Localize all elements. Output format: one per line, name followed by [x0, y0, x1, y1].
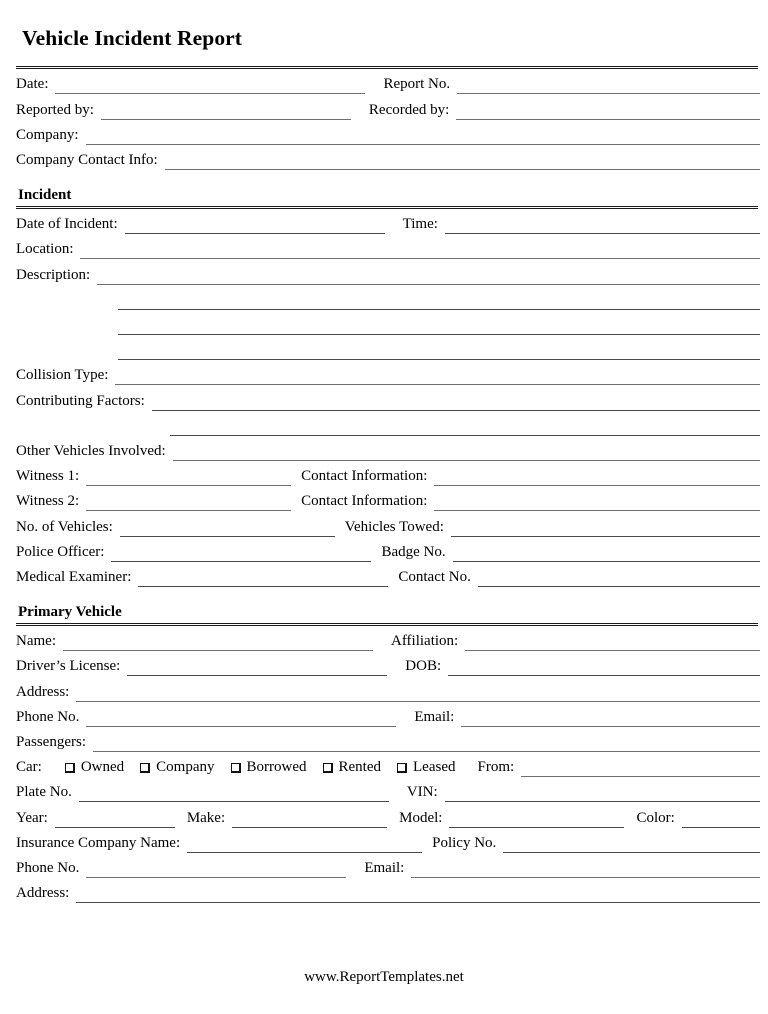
input-witness-1[interactable] [86, 469, 291, 486]
label-other-vehicles-involved: Other Vehicles Involved: [16, 442, 166, 459]
label-time: Time: [402, 216, 438, 233]
row-year-make-model-color [16, 804, 760, 829]
label-police-officer: Police Officer: [16, 543, 105, 560]
row-address [16, 678, 760, 703]
label-medical-examiner: Medical Examiner: [16, 568, 132, 585]
input-insurance-address[interactable] [76, 886, 760, 903]
input-description-line-3[interactable] [118, 318, 760, 335]
page-title: Vehicle Incident Report [22, 26, 243, 50]
input-police-officer[interactable] [111, 545, 371, 562]
label-date-of-incident: Date of Incident: [16, 216, 118, 233]
input-policy-no[interactable] [503, 836, 760, 853]
header-divider [16, 66, 758, 69]
input-email[interactable] [461, 710, 760, 727]
label-name: Name: [16, 633, 56, 650]
input-report-no[interactable] [457, 77, 760, 94]
primary-vehicle-divider [16, 623, 758, 626]
input-medical-examiner[interactable] [138, 570, 388, 587]
input-witness-2[interactable] [86, 494, 291, 511]
input-contact-information-1[interactable] [434, 469, 760, 486]
checkbox-option-owned[interactable] [65, 759, 124, 779]
checkbox-option-rented[interactable] [323, 759, 382, 779]
input-make[interactable] [232, 811, 387, 828]
input-model[interactable] [449, 811, 624, 828]
row-medical-examiner [16, 564, 760, 589]
section-heading-incident: Incident [18, 186, 72, 203]
row-police-officer [16, 539, 760, 564]
label-plate-no: Plate No. [16, 784, 72, 801]
row-phone-email [16, 704, 760, 729]
incident-fields-group [16, 211, 760, 589]
label-location: Location: [16, 241, 74, 258]
input-contributing-factors-line-1[interactable] [152, 394, 760, 411]
checkbox-option-borrowed[interactable] [231, 759, 307, 779]
input-reported-by[interactable] [101, 103, 351, 120]
input-no-of-vehicles[interactable] [120, 520, 335, 537]
label-model: Model: [399, 809, 443, 826]
row-contributing-factors-line-2 [16, 413, 760, 438]
row-reportedby-recordedby [16, 96, 760, 121]
input-location[interactable] [80, 242, 760, 259]
label-no-of-vehicles: No. of Vehicles: [16, 518, 113, 535]
row-insurance-address [16, 880, 760, 905]
primary-vehicle-fields-group [16, 628, 760, 905]
label-policy-no: Policy No. [432, 834, 497, 851]
label-contact-no: Contact No. [398, 568, 471, 585]
input-description-line-4[interactable] [118, 343, 760, 360]
input-vin[interactable] [445, 785, 760, 802]
label-date: Date: [16, 76, 49, 93]
row-description [16, 261, 760, 286]
row-contributing-factors [16, 387, 760, 412]
label-description: Description: [16, 266, 91, 283]
input-insurance-company-name[interactable] [187, 836, 422, 853]
row-description-line-2 [16, 287, 760, 312]
incident-divider [16, 206, 758, 209]
row-passengers [16, 729, 760, 754]
input-contributing-factors-line-2[interactable] [170, 419, 760, 436]
input-collision-type[interactable] [115, 368, 760, 385]
row-collision-type [16, 362, 760, 387]
row-witness-2 [16, 488, 760, 513]
row-company-contact-info [16, 147, 760, 172]
checkbox-icon[interactable] [140, 763, 150, 773]
input-color[interactable] [682, 811, 760, 828]
label-vehicles-towed: Vehicles Towed: [344, 518, 444, 535]
checkbox-option-leased[interactable] [397, 759, 455, 779]
label-passengers: Passengers: [16, 733, 86, 750]
checkbox-label-borrowed: Borrowed [246, 759, 307, 776]
input-drivers-license[interactable] [127, 659, 387, 676]
label-witness-2: Witness 2: [16, 493, 80, 510]
input-date[interactable] [55, 77, 365, 94]
input-insurance-phone-no[interactable] [86, 861, 346, 878]
input-dob[interactable] [448, 659, 760, 676]
header-fields-group [16, 71, 760, 172]
label-email: Email: [414, 708, 455, 725]
checkbox-option-company[interactable] [140, 759, 214, 779]
label-witness-1: Witness 1: [16, 468, 80, 485]
footer-url: www.ReportTemplates.net [304, 969, 464, 985]
input-time[interactable] [445, 217, 760, 234]
row-plate-vin [16, 779, 760, 804]
label-contact-information-2: Contact Information: [301, 493, 428, 510]
label-report-no: Report No. [383, 76, 451, 93]
input-company[interactable] [86, 128, 761, 145]
label-dob: DOB: [405, 658, 442, 675]
label-contact-information-1: Contact Information: [301, 468, 428, 485]
row-company [16, 122, 760, 147]
label-color: Color: [636, 809, 675, 826]
label-reported-by: Reported by: [16, 101, 94, 118]
row-name-affiliation [16, 628, 760, 653]
label-drivers-license: Driver’s License: [16, 658, 121, 675]
row-car-ownership [16, 754, 760, 779]
input-address[interactable] [76, 685, 760, 702]
label-company: Company: [16, 126, 79, 143]
input-description-line-2[interactable] [118, 293, 760, 310]
label-insurance-company-name: Insurance Company Name: [16, 834, 181, 851]
label-insurance-address: Address: [16, 885, 70, 902]
label-vin: VIN: [406, 784, 438, 801]
input-date-of-incident[interactable] [125, 217, 385, 234]
input-company-contact-info[interactable] [165, 153, 760, 170]
row-insurance-phone-email [16, 855, 760, 880]
checkbox-label-company: Company [156, 759, 215, 776]
input-from[interactable] [521, 760, 760, 777]
label-company-contact-info: Company Contact Info: [16, 151, 158, 168]
label-car: Car: [16, 759, 42, 776]
input-contact-information-2[interactable] [434, 494, 760, 511]
checkbox-label-owned: Owned [80, 759, 125, 776]
input-insurance-email[interactable] [411, 861, 760, 878]
label-phone-no: Phone No. [16, 708, 80, 725]
input-contact-no[interactable] [478, 570, 760, 587]
checkbox-icon[interactable] [231, 763, 241, 773]
row-insurance-company-policy [16, 830, 760, 855]
input-other-vehicles-involved[interactable] [173, 444, 760, 461]
label-affiliation: Affiliation: [390, 633, 459, 650]
row-no-of-vehicles [16, 513, 760, 538]
checkbox-label-rented: Rented [338, 759, 381, 776]
input-affiliation[interactable] [465, 634, 760, 651]
label-recorded-by: Recorded by: [368, 101, 450, 118]
checkbox-label-leased: Leased [413, 759, 456, 776]
label-contributing-factors: Contributing Factors: [16, 392, 145, 409]
input-recorded-by[interactable] [456, 103, 760, 120]
row-description-line-4 [16, 337, 760, 362]
input-year[interactable] [55, 811, 175, 828]
row-description-line-3 [16, 312, 760, 337]
section-heading-primary-vehicle: Primary Vehicle [18, 603, 122, 620]
row-witness-1 [16, 463, 760, 488]
input-name[interactable] [63, 634, 373, 651]
label-insurance-phone-no: Phone No. [16, 859, 80, 876]
row-drivers-license-dob [16, 653, 760, 678]
input-description-line-1[interactable] [97, 268, 760, 285]
label-insurance-email: Email: [364, 859, 405, 876]
row-date-of-incident-time [16, 211, 760, 236]
row-location [16, 236, 760, 261]
row-other-vehicles-involved [16, 438, 760, 463]
label-make: Make: [186, 809, 226, 826]
label-badge-no: Badge No. [381, 543, 446, 560]
label-collision-type: Collision Type: [16, 367, 109, 384]
input-badge-no[interactable] [453, 545, 760, 562]
checkbox-icon[interactable] [65, 763, 75, 773]
checkbox-icon[interactable] [323, 763, 333, 773]
label-year: Year: [16, 809, 48, 826]
checkbox-icon[interactable] [397, 763, 407, 773]
input-passengers[interactable] [93, 735, 760, 752]
input-plate-no[interactable] [79, 785, 389, 802]
label-address: Address: [16, 683, 70, 700]
label-from: From: [477, 759, 515, 776]
input-phone-no[interactable] [86, 710, 396, 727]
input-vehicles-towed[interactable] [451, 520, 760, 537]
row-date-reportno [16, 71, 760, 96]
